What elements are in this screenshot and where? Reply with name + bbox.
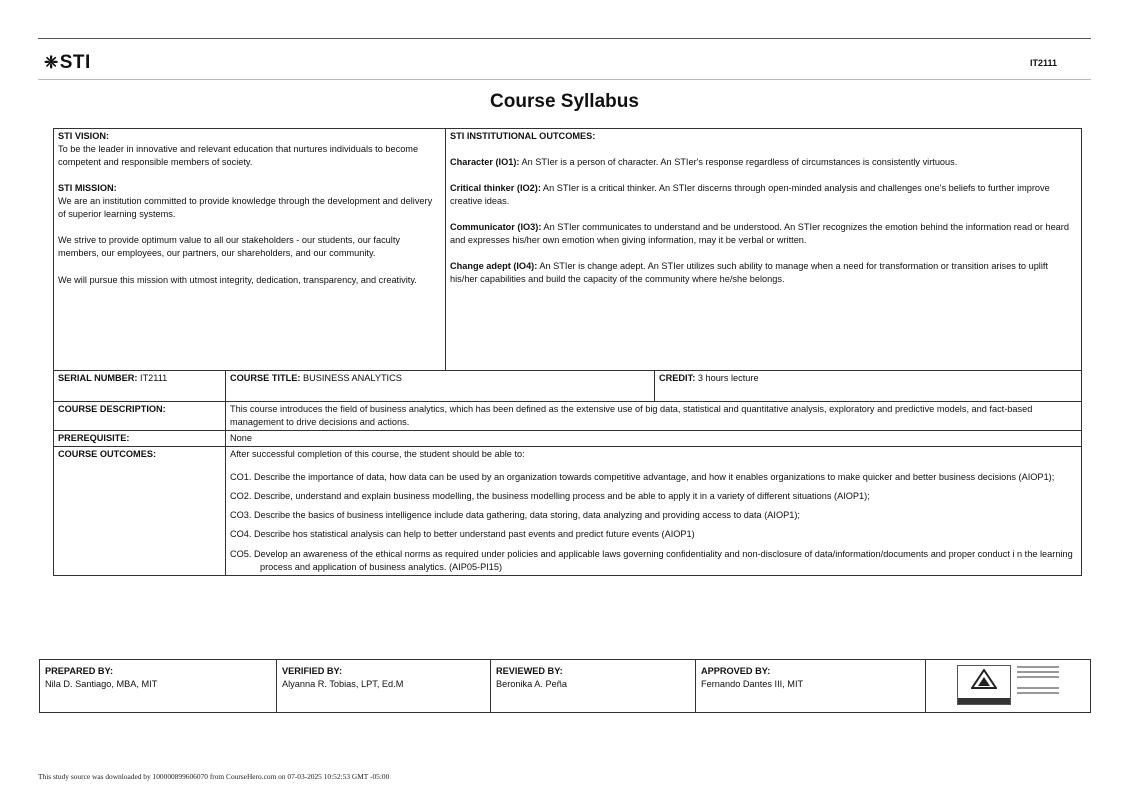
course-title-label: COURSE TITLE: [230, 373, 301, 383]
certification-badge [931, 665, 1085, 705]
mission-paragraph: We will pursue this mission with utmost integrity, dedication, transparency, and creativity. [58, 274, 417, 285]
certification-cell [926, 660, 1091, 713]
outcome-text: An STIer communicates to understand and be understood. An STIer recognizes the emotion behind the information read or heard and expresses his/her own emotion when giving information, may it be verbal or written. [450, 222, 1069, 246]
sti-logo-mark-icon: ❈ [44, 53, 59, 72]
course-description-label: COURSE DESCRIPTION: [54, 402, 226, 431]
mission-paragraph: We strive to provide optimum value to all our stakeholders - our students, our faculty members, our employees, our partners, our shareholders, and our community. [58, 235, 400, 259]
outcome-text: An STIer is a person of character. An STIer's response regardless of circumstances is consistently virtuous. [519, 157, 958, 168]
course-title-value: BUSINESS ANALYTICS [300, 373, 402, 383]
logo-text: STI [59, 52, 91, 73]
course-info-row [54, 371, 1082, 402]
outcome-label: Change adept (IO4): [450, 261, 538, 272]
prepared-by-cell [40, 660, 277, 713]
prepared-by-label: PREPARED BY: [45, 666, 114, 676]
course-outcomes-row [54, 447, 1082, 575]
mission-heading: STI MISSION: [58, 183, 117, 194]
course-title-cell [226, 371, 655, 402]
outcome-label: Communicator (IO3): [450, 222, 542, 233]
header-rule [38, 38, 1091, 39]
approved-by-cell [696, 660, 926, 713]
certification-mark-icon [957, 665, 1011, 705]
outcome-label: Character (IO1): [450, 157, 520, 168]
course-outcome-item: CO1. Describe the importance of data, how data can be used by an organization towards competitive advantage, and how it enables organizations to make quicker and better business decisions (AIOP1); [230, 472, 1055, 483]
institutional-outcomes-cell [446, 129, 1082, 371]
credit-label: CREDIT: [659, 373, 696, 383]
institutional-outcome-item [450, 221, 1077, 247]
header-subrule [38, 79, 1091, 80]
vision-heading: STI VISION: [58, 131, 110, 141]
page-title: Course Syllabus [490, 91, 639, 112]
approved-by-label: APPROVED BY: [701, 666, 771, 676]
signatories-table [39, 659, 1091, 713]
institutional-outcomes-heading: STI INSTITUTIONAL OUTCOMES: [450, 131, 596, 141]
serial-number-label: SERIAL NUMBER: [58, 373, 138, 383]
serial-number-value: IT2111 [137, 373, 168, 383]
vision-mission-cell [54, 129, 446, 371]
certification-details-icon [1017, 666, 1059, 704]
syllabus-table [53, 128, 1082, 576]
course-outcomes-label: COURSE OUTCOMES: [54, 447, 226, 575]
course-outcomes-intro: After successful completion of this course, the student should be able to: [230, 449, 525, 460]
course-description-text: This course introduces the field of business analytics, which has been defined as the extensive use of big data, statistical and quantitative analysis, exploratory and predictive models, and fact-based management to drive decisions and actions. [226, 402, 1082, 431]
vision-text: To be the leader in innovative and relevant education that nurtures individuals to become competent and responsible members of society. [58, 144, 419, 168]
outcome-label: Critical thinker (IO2): [450, 183, 541, 194]
reviewed-by-name: Beronika A. Peña [496, 679, 567, 690]
institutional-outcome-item [450, 156, 1077, 169]
approved-by-name: Fernando Dantes III, MIT [701, 679, 804, 690]
verified-by-label: VERIFIED BY: [282, 666, 343, 676]
vision-outcomes-row [54, 129, 1082, 371]
course-outcome-item: CO4. Describe hos statistical analysis can help to better understand past events and predict future events (AIOP1) [230, 529, 695, 540]
reviewed-by-label: REVIEWED BY: [496, 666, 563, 676]
outcome-text: An STIer is a critical thinker. An STIer discerns through open-minded analysis and challenges one's beliefs to further improve creative ideas. [450, 183, 1050, 207]
course-outcome-item: CO3. Describe the basics of business intelligence include data gathering, data storing, data analyzing and providing access to data (AIOP1); [230, 510, 800, 521]
prepared-by-name: Nila D. Santiago, MBA, MIT [45, 679, 158, 690]
credit-value: 3 hours lecture [695, 373, 759, 383]
institutional-outcome-item [450, 182, 1077, 208]
prerequisite-row [54, 431, 1082, 447]
course-outcomes-cell [226, 447, 1082, 575]
download-footer: This study source was downloaded by 100000899606070 from CourseHero.com on 07-03-2025 10:52:53 GMT -05:00 [38, 772, 390, 781]
mission-paragraph: We are an institution committed to provide knowledge through the development and delivery of superior learning systems. [58, 196, 433, 220]
verified-by-name: Alyanna R. Tobias, LPT, Ed.M [282, 679, 404, 690]
course-outcome-item: CO2. Describe, understand and explain business modelling, the business modelling process and be able to apply it in a variety of different situations (AIOP1); [230, 491, 870, 502]
signatories-row [40, 660, 1091, 713]
institutional-outcome-item [450, 260, 1077, 286]
credit-cell [655, 371, 1082, 402]
course-code: IT2111 [1030, 58, 1058, 68]
verified-by-cell [277, 660, 491, 713]
prerequisite-label: PREREQUISITE: [54, 431, 226, 447]
course-outcome-item: CO5. Develop an awareness of the ethical norms as required under policies and applicable laws governing confidentiality and non-disclosure of data/information/documents and proper conduct i n the learning process and application of business analytics. (AIP05-PI15) [230, 548, 1073, 572]
course-outcomes-list [230, 471, 1077, 573]
outcome-text: An STIer is change adept. An STIer utilizes such ability to manage when a need for transformation or transition arises to uplift his/her capabilities and build the capacity of the community where he/she belongs. [450, 261, 1048, 285]
serial-number-cell [54, 371, 226, 402]
sti-logo [44, 50, 91, 77]
prerequisite-value: None [226, 431, 1082, 447]
reviewed-by-cell [491, 660, 696, 713]
course-description-row [54, 402, 1082, 431]
